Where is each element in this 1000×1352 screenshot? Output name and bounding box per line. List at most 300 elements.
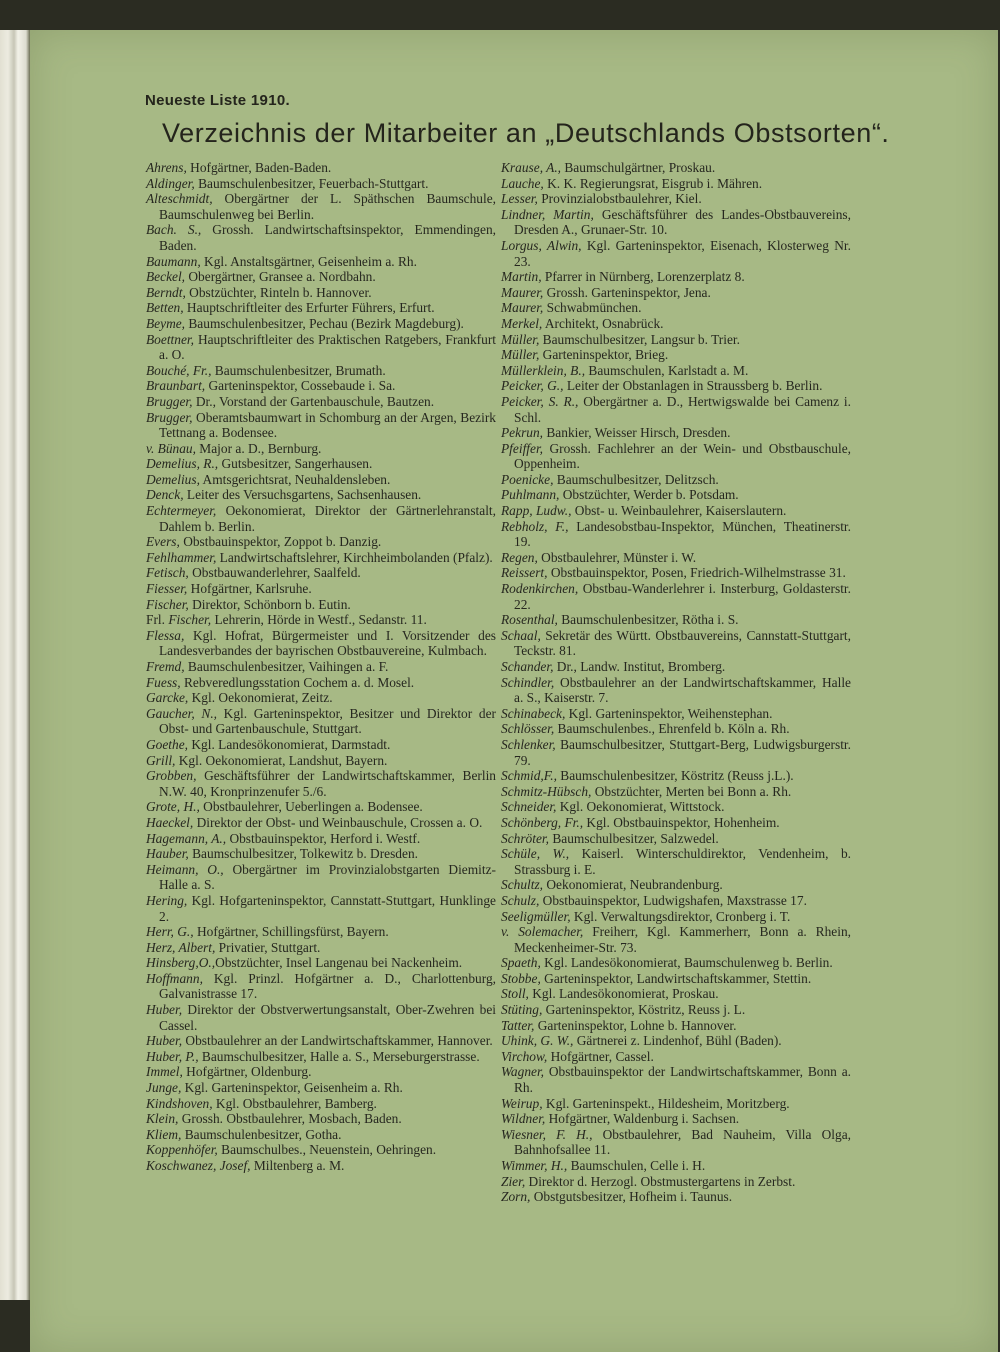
contributor-details: Kgl. Obstbauinspektor, Hohenheim. <box>583 814 780 830</box>
list-item <box>501 877 851 893</box>
list-item <box>501 581 851 612</box>
contributor-name: Schulz, <box>501 892 540 908</box>
contributor-name: Rapp, Ludw., <box>501 503 572 519</box>
list-item <box>501 285 851 301</box>
contributor-details: Baumschulenbesitzer, Brumath. <box>211 362 386 378</box>
list-item <box>501 378 851 394</box>
contributor-details: Architekt, Osnabrück. <box>542 315 664 331</box>
list-item <box>146 332 496 363</box>
contributor-details: Schwabmünchen. <box>543 300 642 316</box>
contributor-name: Kindshoven, <box>146 1095 213 1111</box>
contributor-details: Kgl. Landesökonomierat, Baumschulenweg b. Berlin. <box>540 955 833 971</box>
list-item <box>146 815 496 831</box>
contributor-name: Demelius, <box>146 471 200 487</box>
list-item <box>501 316 851 332</box>
contributor-details: Obstzüchter, Rinteln b. Hannover. <box>185 284 372 300</box>
list-item <box>501 519 851 550</box>
contributor-details: Kgl. Garteninspekt., Hildesheim, Moritzberg. <box>542 1095 790 1111</box>
contributor-name: Herr, G., <box>146 924 194 940</box>
contributor-details: Hofgärtner, Baden-Baden. <box>186 160 332 175</box>
page-title: Verzeichnis der Mitarbeiter an „Deutschlands Obstsorten“. <box>162 118 890 148</box>
list-item <box>501 986 851 1002</box>
list-item <box>501 191 851 207</box>
contributor-details: Dr., Landw. Institut, Bromberg. <box>553 659 726 674</box>
contributor-name: Weirup, <box>501 1095 543 1111</box>
contributor-name: Aldinger, <box>146 175 195 191</box>
list-item <box>501 425 851 441</box>
contributor-name: Rosenthal, <box>501 612 558 628</box>
contributor-name: Garcke, <box>146 690 189 706</box>
contributor-details: Obstbaulehrer, Ueberlingen a. Bodensee. <box>199 799 423 815</box>
contributor-details: Garteninspektor, Lohne b. Hannover. <box>534 1017 737 1033</box>
contributor-details: Kaiserl. Winterschuldirektor, Vendenheim, b. Strassburg i. E. <box>514 846 851 877</box>
contributor-name: Peicker, G., <box>501 378 564 394</box>
contributor-details: Direktor d. Herzogl. Obstmustergartens in Zerbst. <box>525 1173 796 1189</box>
contributor-details: Obergärtner, Gransee a. Nordbahn. <box>185 269 376 285</box>
list-item <box>146 768 496 799</box>
contributor-details: Hofgärtner, Karlsruhe. <box>187 581 312 597</box>
contributor-name: Virchow, <box>501 1048 548 1064</box>
list-item <box>146 1033 496 1049</box>
contributor-details: Kgl. Landesökonomierat, Proskau. <box>528 986 719 1002</box>
contributor-name: Koschwanez, Josef, <box>146 1158 251 1173</box>
contributor-name: Grobben, <box>146 768 197 784</box>
list-item <box>146 971 496 1002</box>
contributor-name: Grill, <box>146 752 176 768</box>
contributor-details: Obergärtner der L. Späthschen Baumschule, Baumschulenweg bei Berlin. <box>159 191 496 222</box>
contributor-details: Kgl. Oekonomierat, Landshut, Bayern. <box>175 752 388 768</box>
list-item <box>501 394 851 425</box>
entry-prefix: Frl. <box>146 612 169 628</box>
contributor-name: Braunbart, <box>146 378 206 394</box>
contributor-details: Obst- u. Weinbaulehrer, Kaiserslautern. <box>571 503 787 519</box>
list-item <box>146 799 496 815</box>
contributor-details: Garteninspektor, Cossebaude i. Sa. <box>205 378 396 394</box>
list-item <box>146 581 496 597</box>
contributor-details: Hofgärtner, Waldenburg i. Sachsen. <box>545 1111 740 1127</box>
left-column <box>146 160 496 1174</box>
contributor-name: Klein, <box>146 1111 179 1127</box>
contributor-details: Gärtnerei z. Lindenhof, Bühl (Baden). <box>573 1033 782 1049</box>
contributor-name: Flessa, <box>146 627 185 643</box>
contributor-details: Obstbauinspektor, Ludwigshafen, Maxstrasse 17. <box>539 892 807 908</box>
page-edge <box>0 30 30 1352</box>
list-item <box>501 737 851 768</box>
contributor-details: Baumschulbesitzer, Langsur b. Trier. <box>539 331 740 347</box>
contributor-details: Kgl. Garteninspektor, Geisenheim a. Rh. <box>181 1080 403 1096</box>
list-item <box>146 955 496 971</box>
contributor-name: Schander, <box>501 659 554 674</box>
list-item <box>146 316 496 332</box>
contributor-details: Baumschulgärtner, Proskau. <box>561 160 716 175</box>
contributor-details: Obstbauinspektor, Zoppot b. Danzig. <box>179 534 382 550</box>
contributor-details: Baumschulenbes., Ehrenfeld b. Köln a. Rh. <box>554 721 790 737</box>
contributor-name: Pfeiffer, <box>501 440 544 456</box>
contributor-name: Boettner, <box>146 331 194 347</box>
contributor-name: Baumann, <box>146 253 201 269</box>
list-item <box>146 378 496 394</box>
list-item <box>501 799 851 815</box>
list-item <box>501 893 851 909</box>
contributor-name: Zorn, <box>501 1189 531 1205</box>
list-item <box>146 410 496 441</box>
list-item <box>146 1111 496 1127</box>
contributor-details: Obstbau-Wanderlehrer i. Insterburg, Goldasterstr. 22. <box>514 581 851 612</box>
contributor-details: Miltenberg a. M. <box>250 1158 345 1173</box>
list-item <box>146 940 496 956</box>
list-item <box>146 269 496 285</box>
contributor-name: Regen, <box>501 549 538 565</box>
contributor-name: Schlösser, <box>501 721 555 737</box>
contributor-details: Baumschulen, Celle i. H. <box>567 1158 706 1173</box>
contributor-details: Oekonomierat, Neubrandenburg. <box>543 877 723 893</box>
contributor-details: Obstzüchter, Insel Langenau bei Nackenheim. <box>215 955 463 971</box>
contributor-name: Peicker, S. R., <box>501 393 579 409</box>
list-item <box>146 612 496 628</box>
contributor-details: Obstbauinspektor, Herford i. Westf. <box>226 830 421 846</box>
contributor-name: Schlenker, <box>501 736 556 752</box>
contributor-name: Wimmer, H., <box>501 1158 568 1173</box>
list-item <box>146 597 496 613</box>
contributor-name: Heimann, O., <box>146 861 224 877</box>
list-item <box>146 254 496 270</box>
list-item <box>501 1127 851 1158</box>
scan-corner <box>0 1300 30 1352</box>
contributor-name: Hagemann, A., <box>146 830 227 846</box>
list-item <box>501 784 851 800</box>
contributor-details: Kgl. Hofrat, Bürgermeister und I. Vorsitzender des Landesverbandes der bayrischen Obstbauvereine, Kulmbach. <box>159 627 496 659</box>
contributor-name: Rodenkirchen, <box>501 581 579 597</box>
list-item <box>146 472 496 488</box>
contributor-details: Obstbauinspektor, Posen, Friedrich-Wilhelmstrasse 31. <box>547 565 846 581</box>
contributor-name: Krause, A., <box>501 160 562 175</box>
list-item <box>501 1174 851 1190</box>
contributor-name: Huber, <box>146 1033 183 1049</box>
list-item <box>146 456 496 472</box>
list-item <box>146 1064 496 1080</box>
list-item <box>501 846 851 877</box>
contributor-name: Fremd, <box>146 659 185 674</box>
list-item <box>146 846 496 862</box>
contributor-details: Geschäftsführer der Landwirtschaftskammer, Berlin N.W. 40, Kronprinzenufer 5./6. <box>159 768 496 799</box>
contributor-name: Stüting, <box>501 1002 543 1018</box>
contributor-name: Rebholz, F., <box>501 518 569 534</box>
list-item <box>146 160 496 176</box>
list-item <box>501 300 851 316</box>
list-item <box>501 269 851 285</box>
list-item <box>146 659 496 675</box>
contributor-name: Stobbe, <box>501 970 541 986</box>
contributor-name: Maurer, <box>501 300 544 316</box>
contributor-name: Alteschmidt, <box>146 191 213 207</box>
contributor-name: Wagner, <box>501 1064 545 1080</box>
list-item <box>501 1033 851 1049</box>
contributor-name: Hinsberg,O., <box>146 955 216 971</box>
contributor-details: Kgl. Verwaltungsdirektor, Cronberg i. T. <box>570 908 791 924</box>
contributor-details: Kgl. Prinzl. Hofgärtner a. D., Charlottenburg, Galvanistrasse 17. <box>159 970 496 1002</box>
list-item <box>146 1127 496 1143</box>
list-item <box>501 332 851 348</box>
list-item <box>146 737 496 753</box>
contributor-details: Baumschulen, Karlstadt a. M. <box>585 362 749 378</box>
contributor-details: Freiherr, Kgl. Kammerherr, Bonn a. Rhein, Meckenheimer-Str. 73. <box>514 924 851 955</box>
contributor-details: Kgl. Hofgarteninspektor, Cannstatt-Stuttgart, Hunklinge 2. <box>159 892 496 924</box>
contributor-details: Obstbaulehrer, Münster i. W. <box>537 549 697 565</box>
list-item <box>501 768 851 784</box>
contributor-details: Obstbauinspektor der Landwirtschaftskammer, Bonn a. Rh. <box>514 1064 851 1096</box>
list-item <box>146 191 496 222</box>
contributor-name: Wiesner, F. H., <box>501 1126 593 1142</box>
contributor-details: Baumschulenbesitzer, Rötha i. S. <box>557 612 739 628</box>
contributor-name: Beckel, <box>146 269 186 285</box>
contributor-details: Provinzialobstbaulehrer, Kiel. <box>537 191 702 207</box>
list-item <box>146 487 496 503</box>
list-item <box>146 176 496 192</box>
contributor-name: Bouché, Fr., <box>146 362 212 378</box>
list-item <box>501 675 851 706</box>
list-item <box>146 753 496 769</box>
list-item <box>501 1018 851 1034</box>
list-item <box>146 394 496 410</box>
list-item <box>501 363 851 379</box>
contributor-name: Reissert, <box>501 565 548 581</box>
contributor-details: Baumschulbesitzer, Tolkewitz b. Dresden. <box>188 846 418 862</box>
contributor-name: Brugger, <box>146 393 193 409</box>
list-item <box>501 1111 851 1127</box>
contributor-name: Goethe, <box>146 736 189 752</box>
list-header: Neueste Liste 1910. <box>145 92 290 109</box>
contributor-details: Kgl. Oekonomierat, Wittstock. <box>556 799 725 815</box>
list-item <box>146 441 496 457</box>
contributor-details: Major a. D., Bernburg. <box>195 440 322 456</box>
contributor-details: Hofgärtner, Cassel. <box>547 1048 654 1064</box>
list-item <box>501 815 851 831</box>
contributor-details: Baumschulenbesitzer, Vaihingen a. F. <box>184 659 389 674</box>
contributor-details: Obstbaulehrer an der Landwirtschaftskammer, Hannover. <box>182 1033 493 1049</box>
list-item <box>501 238 851 269</box>
contributor-details: Obstzüchter, Werder b. Potsdam. <box>559 487 739 503</box>
contributor-details: Obstbauwanderlehrer, Saalfeld. <box>188 565 361 581</box>
list-item <box>501 706 851 722</box>
list-item <box>501 831 851 847</box>
contributor-details: Kgl. Garteninspektor, Besitzer und Direktor der Obst- und Gartenbauschule, Stuttgart. <box>159 705 496 737</box>
contributor-name: Lorgus, Alwin, <box>501 237 582 253</box>
list-item <box>501 176 851 192</box>
list-item <box>146 1142 496 1158</box>
list-item <box>146 222 496 253</box>
contributor-details: Garteninspektor, Landwirtschaftskammer, Stettin. <box>540 970 812 986</box>
list-item <box>146 1002 496 1033</box>
contributor-name: Seeligmüller, <box>501 908 571 924</box>
list-item <box>146 285 496 301</box>
contributor-name: Maurer, <box>501 284 544 300</box>
list-item <box>146 690 496 706</box>
right-column <box>501 160 851 1205</box>
list-item <box>501 550 851 566</box>
list-item <box>146 1158 496 1174</box>
contributor-name: Fischer, <box>168 612 212 628</box>
list-item <box>146 628 496 659</box>
contributor-name: Schinabeck, <box>501 705 566 721</box>
contributor-name: Merkel, <box>501 315 543 331</box>
contributor-details: Obstgutsbesitzer, Hofheim i. Taunus. <box>530 1189 733 1205</box>
list-item <box>501 472 851 488</box>
list-item <box>501 924 851 955</box>
contributor-name: Fetisch, <box>146 565 189 581</box>
contributor-name: Immel, <box>146 1064 183 1080</box>
contributor-name: Gaucher, N., <box>146 705 218 721</box>
contributor-name: Tatter, <box>501 1017 535 1033</box>
list-item <box>501 441 851 472</box>
contributor-details: Gutsbesitzer, Sangerhausen. <box>218 456 373 472</box>
contributor-details: Rebveredlungsstation Cochem a. d. Mosel. <box>180 674 415 690</box>
contributor-details: Hauptschriftleiter des Praktischen Ratgebers, Frankfurt a. O. <box>159 331 496 363</box>
contributor-name: Lindner, Martin, <box>501 206 594 222</box>
list-item <box>146 363 496 379</box>
list-item <box>501 955 851 971</box>
contributor-name: Lesser, <box>501 191 538 207</box>
contributor-details: Garteninspektor, Brieg. <box>539 347 669 363</box>
contributor-name: Huber, <box>146 1002 183 1018</box>
contributor-details: Hofgärtner, Schillingsfürst, Bayern. <box>193 924 389 940</box>
contributor-details: Baumschulenbesitzer, Gotha. <box>181 1126 342 1142</box>
contributor-details: Obstbaulehrer, Bad Nauheim, Villa Olga, Bahnhofsallee 11. <box>514 1126 851 1158</box>
contributor-details: Obergärtner im Provinzialobstgarten Diemitz-Halle a. S. <box>159 861 496 893</box>
contributor-details: Baumschulbesitzer, Halle a. S., Merseburgerstrasse. <box>198 1048 480 1064</box>
contributor-name: Bach. S., <box>146 222 202 238</box>
contributor-name: Echtermeyer, <box>146 503 217 519</box>
list-item <box>146 862 496 893</box>
list-item <box>146 706 496 737</box>
contributor-details: Pfarrer in Nürnberg, Lorenzerplatz 8. <box>541 269 745 285</box>
list-item <box>501 487 851 503</box>
list-item <box>501 347 851 363</box>
contributor-name: Schindler, <box>501 674 555 690</box>
contributor-name: Pekrun, <box>501 425 544 441</box>
contributor-details: Kgl. Oekonomierat, Zeitz. <box>188 690 333 706</box>
contributor-details: K. K. Regierungsrat, Eisgrub i. Mähren. <box>543 175 763 191</box>
contributor-details: Baumschulenbesitzer, Feuerbach-Stuttgart. <box>194 175 429 191</box>
contributor-name: Ahrens, <box>146 160 187 175</box>
contributor-name: Haeckel, <box>146 814 194 830</box>
list-item <box>146 893 496 924</box>
contributor-details: Landesobstbau-Inspektor, München, Theatinerstr. 19. <box>514 518 851 550</box>
contributor-name: Müller, <box>501 347 540 363</box>
list-item <box>501 1189 851 1205</box>
contributor-details: Baumschulenbesitzer, Köstritz (Reuss j.L.). <box>556 768 794 784</box>
contributor-name: Poenicke, <box>501 471 554 487</box>
contributor-details: Grossh. Fachlehrer an der Wein- und Obstbauschule, Oppenheim. <box>514 440 851 472</box>
contributor-name: Demelius, R., <box>146 456 219 472</box>
list-item <box>146 1096 496 1112</box>
contributor-name: Puhlmann, <box>501 487 560 503</box>
list-item <box>501 909 851 925</box>
contributor-details: Baumschulbesitzer, Stuttgart-Berg, Ludwigsburgerstr. 79. <box>514 736 851 768</box>
contributor-name: Evers, <box>146 534 180 550</box>
contributor-details: Geschäftsführer des Landes-Obstbauvereins, Dresden A., Grunaer-Str. 10. <box>514 206 851 238</box>
list-item <box>146 503 496 534</box>
list-item <box>501 721 851 737</box>
contributor-name: Spaeth, <box>501 955 541 971</box>
contributor-details: Kgl. Obstbaulehrer, Bamberg. <box>212 1095 377 1111</box>
list-item <box>501 612 851 628</box>
contributor-details: Garteninspektor, Köstritz, Reuss j. L. <box>542 1002 746 1018</box>
list-item <box>146 1080 496 1096</box>
contributor-details: Grossh. Landwirtschaftsinspektor, Emmendingen, Baden. <box>159 222 496 253</box>
contributor-details: Amtsgerichtsrat, Neuhaldensleben. <box>199 471 391 487</box>
contributor-name: Grote, H., <box>146 799 200 815</box>
contributor-name: Uhink, G. W., <box>501 1033 574 1049</box>
contributor-details: Obstbaulehrer an der Landwirtschaftskammer, Halle a. S., Kaiserstr. 7. <box>514 674 851 706</box>
contributor-details: Privatier, Stuttgart. <box>215 939 321 955</box>
list-item <box>501 565 851 581</box>
contributor-name: Schüle, W., <box>501 846 570 862</box>
contributor-details: Oberamtsbaumwart in Schomburg an der Argen, Bezirk Tettnang a. Bodensee. <box>159 409 496 441</box>
contributor-details: Dr., Vorstand der Gartenbauschule, Bautzen. <box>192 393 435 409</box>
contributor-name: Kliem, <box>146 1126 182 1142</box>
contributor-name: v. Solemacher, <box>501 924 584 940</box>
list-item <box>146 924 496 940</box>
contributor-details: Oekonomierat, Direktor der Gärtnerlehranstalt, Dahlem b. Berlin. <box>159 503 496 534</box>
contributor-name: Betten, <box>146 300 184 316</box>
list-item <box>501 628 851 659</box>
contributor-details: Obergärtner a. D., Hertwigswalde bei Camenz i. Schl. <box>514 393 851 425</box>
contributor-name: Berndt, <box>146 284 186 300</box>
list-item <box>146 831 496 847</box>
contributor-name: Schneider, <box>501 799 557 815</box>
contributor-details: Baumschulbesitzer, Salzwedel. <box>548 830 719 846</box>
contributor-name: Hoffmann, <box>146 970 203 986</box>
contributor-name: Martin, <box>501 269 542 285</box>
contributor-details: Leiter des Versuchsgartens, Sachsenhausen. <box>183 487 422 503</box>
contributor-details: Grossh. Garteninspektor, Jena. <box>543 284 711 300</box>
list-item <box>501 207 851 238</box>
list-item <box>501 1002 851 1018</box>
contributor-name: Schröter, <box>501 830 549 846</box>
contributor-name: Fischer, <box>146 596 189 612</box>
contributor-details: Direktor, Schönborn b. Eutin. <box>188 596 351 612</box>
contributor-details: Kgl. Garteninspektor, Weihenstephan. <box>565 705 773 721</box>
contributor-name: Huber, P., <box>146 1048 199 1064</box>
contributor-name: Schmitz-Hübsch, <box>501 783 592 799</box>
contributor-name: Hering, <box>146 892 188 908</box>
list-item <box>146 565 496 581</box>
contributor-details: Baumschulbesitzer, Delitzsch. <box>553 471 719 487</box>
contributor-details: Hofgärtner, Oldenburg. <box>182 1064 312 1080</box>
list-item <box>146 550 496 566</box>
contributor-name: Herz, Albert, <box>146 939 216 955</box>
contributor-name: Fiesser, <box>146 581 188 597</box>
contributor-details: Baumschulbes., Neuenstein, Oehringen. <box>217 1142 437 1158</box>
contributor-name: Denck, <box>146 487 184 503</box>
contributor-name: Zier, <box>501 1173 526 1189</box>
contributor-name: Schmid,F., <box>501 768 557 784</box>
list-item <box>501 503 851 519</box>
contributor-name: Fehlhammer, <box>146 549 217 565</box>
contributor-name: Brugger, <box>146 409 193 425</box>
list-item <box>501 1064 851 1095</box>
list-item <box>146 1049 496 1065</box>
contributor-name: Lauche, <box>501 175 544 191</box>
contributor-name: Wildner, <box>501 1111 546 1127</box>
contributor-details: Obstzüchter, Merten bei Bonn a. Rh. <box>591 783 792 799</box>
contributor-name: Schaal, <box>501 627 541 643</box>
contributor-details: Leiter der Obstanlagen in Straussberg b. Berlin. <box>563 378 823 394</box>
list-item <box>501 1049 851 1065</box>
list-item <box>501 1158 851 1174</box>
contributor-name: Schultz, <box>501 877 544 893</box>
list-item <box>146 534 496 550</box>
